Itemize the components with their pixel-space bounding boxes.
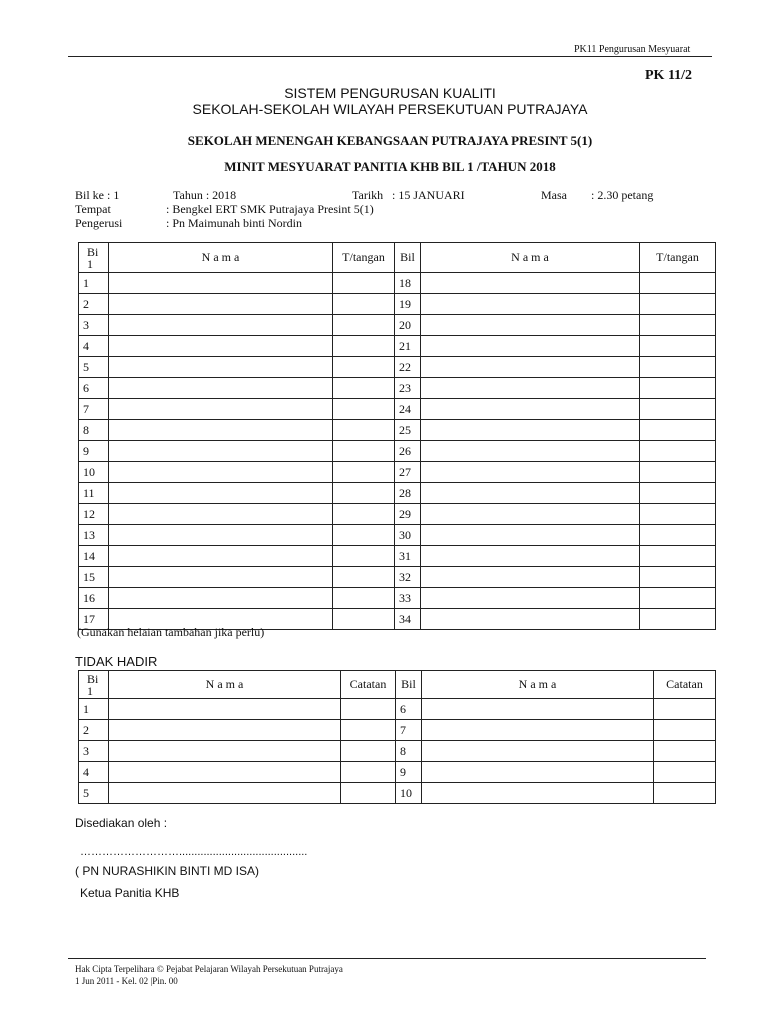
attendance-table [78,242,716,630]
attendance-bil-right: 19 [395,294,421,315]
meta-pengerusi-label: Pengerusi [75,216,123,230]
attendance-sign-cell [640,567,716,588]
attendance-row [79,525,716,546]
attendance-sign-cell [640,336,716,357]
attendance-nama-cell [109,546,333,567]
attendance-sign-cell [640,378,716,399]
attendance-bil-right: 29 [395,504,421,525]
attendance-bil-right: 34 [395,609,421,630]
absent-table [78,670,716,804]
attendance-bil-left: 4 [79,336,109,357]
absent-sign-cell [341,762,396,783]
attendance-nama-cell [109,504,333,525]
attendance-row [79,441,716,462]
attendance-bil-right: 28 [395,483,421,504]
attendance-row [79,336,716,357]
attendance-nama-cell [421,378,640,399]
meta-bil-ke: Bil ke : 1 [75,188,120,202]
attendance-bil-left: 17 [79,609,109,630]
document-reference: PK11 Pengurusan Mesyuarat [574,44,691,55]
signatory-name: ( PN NURASHIKIN BINTI MD ISA) [75,864,260,878]
attendance-bil-left: 9 [79,441,109,462]
attendance-header-nama-right: N a m a [421,243,640,273]
attendance-sign-cell [333,567,395,588]
form-code: PK 11/2 [645,68,693,83]
title-schools: SEKOLAH-SEKOLAH WILAYAH PERSEKUTUAN PUTRAJAYA [192,101,588,117]
attendance-nama-cell [109,294,333,315]
attendance-sign-cell [333,483,395,504]
absent-nama-cell [422,741,654,762]
absent-sign-cell [654,741,716,762]
meta-pengerusi-value: : Pn Maimunah binti Nordin [166,216,302,230]
absent-bil-left: 1 [79,699,109,720]
absent-header-bil-right: Bil [396,671,422,699]
absent-bil-left: 4 [79,762,109,783]
attendance-nama-cell [109,588,333,609]
absent-nama-cell [109,720,341,741]
absent-sign-cell [341,783,396,804]
attendance-bil-right: 26 [395,441,421,462]
attendance-bil-right: 23 [395,378,421,399]
attendance-nama-cell [421,567,640,588]
absent-header-nama-left: N a m a [109,671,341,699]
attendance-row [79,504,716,525]
absent-bil-right: 8 [396,741,422,762]
attendance-nama-cell [109,315,333,336]
absent-row [79,762,716,783]
attendance-nama-cell [421,273,640,294]
attendance-sign-cell [333,336,395,357]
attendance-header-ttangan-left: T/tangan [333,243,395,273]
attendance-nama-cell [421,441,640,462]
attendance-sign-cell [640,609,716,630]
attendance-sign-cell [333,357,395,378]
attendance-sign-cell [640,294,716,315]
footer-rule [68,958,706,959]
attendance-sign-cell [640,315,716,336]
meta-tempat-value: : Bengkel ERT SMK Putrajaya Presint 5(1) [166,202,374,216]
absent-row [79,720,716,741]
attendance-nama-cell [109,483,333,504]
attendance-nama-cell [421,315,640,336]
attendance-nama-cell [421,588,640,609]
absent-nama-cell [109,741,341,762]
attendance-sign-cell [333,420,395,441]
absent-nama-cell [422,720,654,741]
signature-line: ……………………….......................................... [80,846,308,858]
attendance-sign-cell [333,504,395,525]
attendance-nama-cell [421,483,640,504]
attendance-bil-left: 7 [79,399,109,420]
meta-tarikh-label: Tarikh [352,188,384,202]
attendance-sign-cell [640,357,716,378]
attendance-sign-cell [333,378,395,399]
attendance-sign-cell [640,483,716,504]
attendance-header-bil-right: Bil [395,243,421,273]
attendance-bil-right: 31 [395,546,421,567]
attendance-nama-cell [109,378,333,399]
attendance-bil-right: 32 [395,567,421,588]
attendance-sign-cell [640,462,716,483]
absent-header-catatan-right: Catatan [654,671,716,699]
attendance-sign-cell [640,273,716,294]
attendance-bil-right: 21 [395,336,421,357]
attendance-sign-cell [640,420,716,441]
attendance-bil-right: 33 [395,588,421,609]
attendance-sign-cell [333,315,395,336]
attendance-bil-left: 2 [79,294,109,315]
attendance-nama-cell [421,399,640,420]
attendance-bil-right: 24 [395,399,421,420]
title-system: SISTEM PENGURUSAN KUALITI [284,85,496,101]
absent-bil-left: 5 [79,783,109,804]
absent-header-nama-right: N a m a [422,671,654,699]
title-school-name: SEKOLAH MENENGAH KEBANGSAAN PUTRAJAYA PRESINT 5(1) [187,133,593,148]
absent-title: TIDAK HADIR [75,654,158,669]
absent-bil-right: 6 [396,699,422,720]
attendance-row [79,462,716,483]
attendance-nama-cell [109,420,333,441]
attendance-note: (Gunakan helaian tambahan jika perlu) [77,625,265,639]
attendance-nama-cell [421,336,640,357]
attendance-sign-cell [333,399,395,420]
header-rule [68,56,712,57]
attendance-sign-cell [333,441,395,462]
prepared-by-label: Disediakan oleh : [75,816,168,830]
meta-masa-label: Masa [541,188,567,202]
attendance-bil-left: 16 [79,588,109,609]
attendance-bil-right: 25 [395,420,421,441]
attendance-bil-left: 12 [79,504,109,525]
absent-bil-right: 9 [396,762,422,783]
meta-tempat-label: Tempat [75,202,111,216]
attendance-row [79,273,716,294]
attendance-row [79,315,716,336]
attendance-nama-cell [109,399,333,420]
attendance-sign-cell [333,546,395,567]
absent-nama-cell [109,699,341,720]
attendance-header-nama-left: N a m a [109,243,333,273]
attendance-nama-cell [109,336,333,357]
absent-nama-cell [109,762,341,783]
absent-header-bil-left: Bi 1 [79,671,109,699]
attendance-row [79,378,716,399]
attendance-nama-cell [421,546,640,567]
meta-masa-value: : 2.30 petang [591,188,654,202]
attendance-sign-cell [333,609,395,630]
attendance-nama-cell [421,462,640,483]
absent-row [79,783,716,804]
attendance-nama-cell [109,273,333,294]
attendance-row [79,294,716,315]
attendance-nama-cell [421,420,640,441]
absent-sign-cell [654,699,716,720]
attendance-bil-left: 1 [79,273,109,294]
absent-sign-cell [341,720,396,741]
absent-sign-cell [654,720,716,741]
footer-version: 1 Jun 2011 - Kel. 02 |Pin. 00 [75,976,178,986]
attendance-nama-cell [421,609,640,630]
signatory-role: Ketua Panitia KHB [80,886,180,900]
attendance-bil-right: 22 [395,357,421,378]
attendance-bil-right: 20 [395,315,421,336]
attendance-nama-cell [421,504,640,525]
absent-sign-cell [654,762,716,783]
attendance-row [79,420,716,441]
attendance-sign-cell [640,525,716,546]
attendance-bil-left: 14 [79,546,109,567]
absent-nama-cell [109,783,341,804]
attendance-nama-cell [421,525,640,546]
attendance-sign-cell [640,546,716,567]
absent-sign-cell [341,699,396,720]
absent-row [79,699,716,720]
attendance-bil-left: 5 [79,357,109,378]
absent-bil-right: 7 [396,720,422,741]
attendance-row [79,588,716,609]
attendance-sign-cell [333,273,395,294]
attendance-row [79,399,716,420]
attendance-bil-left: 6 [79,378,109,399]
absent-bil-left: 2 [79,720,109,741]
attendance-bil-left: 13 [79,525,109,546]
attendance-sign-cell [333,462,395,483]
attendance-sign-cell [333,525,395,546]
attendance-nama-cell [109,567,333,588]
absent-nama-cell [422,783,654,804]
absent-row [79,741,716,762]
attendance-sign-cell [640,399,716,420]
attendance-bil-right: 27 [395,462,421,483]
attendance-bil-left: 3 [79,315,109,336]
absent-bil-left: 3 [79,741,109,762]
attendance-nama-cell [109,525,333,546]
attendance-bil-left: 11 [79,483,109,504]
attendance-row [79,546,716,567]
attendance-header-bil-left: Bi 1 [79,243,109,273]
footer-copyright: Hak Cipta Terpelihara © Pejabat Pelajaran Wilayah Persekutuan Putrajaya [75,964,343,974]
attendance-row [79,567,716,588]
absent-header-catatan-left: Catatan [341,671,396,699]
title-meeting: MINIT MESYUARAT PANITIA KHB BIL 1 /TAHUN 2018 [224,159,556,174]
attendance-sign-cell [640,441,716,462]
attendance-nama-cell [109,357,333,378]
absent-bil-right: 10 [396,783,422,804]
absent-sign-cell [341,741,396,762]
attendance-nama-cell [109,462,333,483]
attendance-nama-cell [421,294,640,315]
meta-tarikh-value: : 15 JANUARI [392,188,465,202]
absent-sign-cell [654,783,716,804]
attendance-sign-cell [640,588,716,609]
attendance-sign-cell [333,588,395,609]
attendance-row [79,483,716,504]
absent-nama-cell [422,762,654,783]
attendance-row [79,357,716,378]
meta-tahun: Tahun : 2018 [173,188,237,202]
attendance-bil-left: 10 [79,462,109,483]
attendance-sign-cell [640,504,716,525]
attendance-bil-right: 18 [395,273,421,294]
attendance-bil-left: 15 [79,567,109,588]
attendance-bil-left: 8 [79,420,109,441]
absent-nama-cell [422,699,654,720]
attendance-sign-cell [333,294,395,315]
attendance-nama-cell [421,357,640,378]
attendance-nama-cell [109,441,333,462]
attendance-header-ttangan-right: T/tangan [640,243,716,273]
attendance-bil-right: 30 [395,525,421,546]
